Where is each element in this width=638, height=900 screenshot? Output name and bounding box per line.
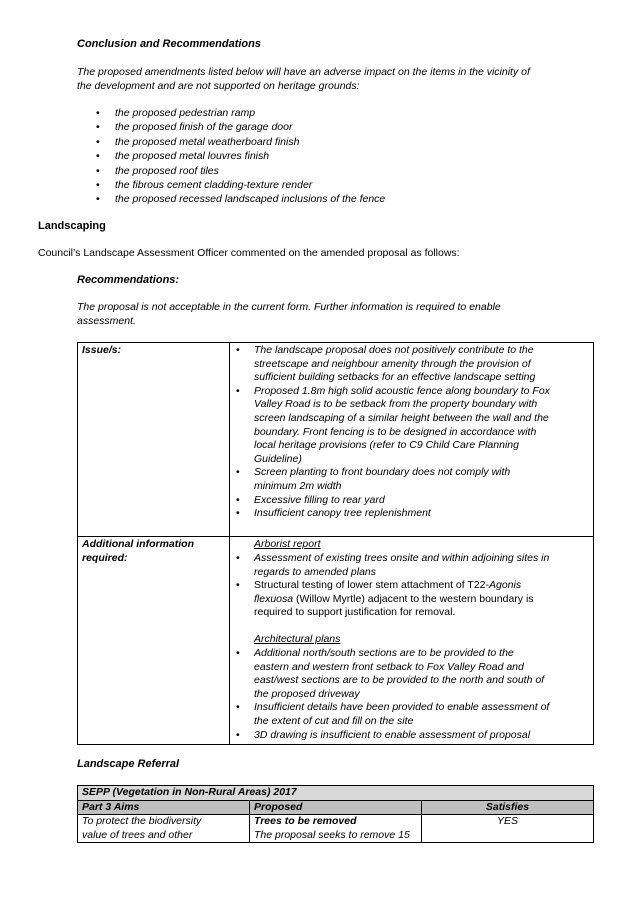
arborist-text: (Willow Myrtle) adjacent to the western boundary is — [293, 592, 534, 605]
architectural-line: the proposed driveway — [254, 687, 360, 700]
architectural-line: • Insufficient details have been provided to enable assessment of — [254, 701, 550, 714]
column-header: Part 3 Aims — [78, 800, 250, 815]
list-item — [234, 466, 589, 493]
issue-line: • The landscape proposal does not positively contribute to the — [254, 344, 534, 356]
cell-spacer — [234, 620, 589, 634]
list-item — [234, 729, 589, 743]
issue-line: screen landscaping of a similar height between the wall and the — [254, 411, 549, 424]
conclusion-heading: Conclusion and Recommendations — [77, 38, 261, 50]
species-name: flexuosa — [254, 592, 294, 605]
aim-line: value of trees and other — [82, 828, 193, 841]
architectural-list — [234, 647, 589, 742]
arborist-line — [254, 593, 589, 607]
species-name: Agonis — [489, 579, 522, 592]
table-row — [78, 800, 594, 815]
issue-line: Guideline) — [254, 452, 302, 465]
landscaping-intro: Council’s Landscape Assessment Officer commented on the amended proposal as follows: — [38, 247, 460, 259]
list-item — [234, 494, 589, 508]
recommendations-line: The proposal is not acceptable in the current form. Further information is required to enable — [77, 301, 501, 313]
list-item: • the proposed metal weatherboard finish — [77, 136, 385, 150]
issues-label-text: Issue/s: — [82, 344, 122, 356]
issue-line: • Excessive filling to rear yard — [254, 493, 385, 506]
sepp-title: SEPP (Vegetation in Non-Rural Areas) 2017 — [78, 786, 594, 801]
table-row — [78, 537, 594, 745]
list-item — [234, 507, 589, 521]
arborist-line: regards to amended plans — [254, 565, 376, 578]
issue-line: sufficient building setbacks for an effective landscape setting — [254, 371, 536, 384]
issue-line: streetscape and neighbour amenity through the provision of — [254, 357, 531, 370]
issues-list — [234, 344, 589, 521]
additional-label-line: Additional information — [82, 538, 194, 551]
architectural-line: • Additional north/south sections are to be provided to the — [254, 647, 514, 660]
sepp-table — [77, 785, 594, 843]
issue-line: local heritage provisions (refer to C9 Child Care Planning — [254, 439, 519, 452]
table-row — [78, 343, 594, 537]
architectural-line: • 3D drawing is insufficient to enable assessment of proposal — [254, 728, 531, 741]
recommendations-heading: Recommendations: — [77, 274, 180, 286]
list-item: • the proposed recessed landscaped inclusions of the fence — [77, 193, 385, 207]
issue-line: • Proposed 1.8m high solid acoustic fence along boundary to Fox — [254, 384, 550, 397]
proposed-line: The proposal seeks to remove 15 — [254, 828, 410, 841]
landscape-referral-heading: Landscape Referral — [77, 758, 180, 770]
list-item — [234, 647, 589, 701]
list-item: • the proposed finish of the garage door — [77, 121, 385, 135]
arborist-text: Structural testing of lower stem attachment of T22- — [254, 579, 489, 592]
list-item — [234, 385, 589, 467]
conclusion-intro-line: the development and are not supported on heritage grounds: — [77, 79, 360, 92]
recommendations-line: assessment. — [77, 314, 136, 327]
additional-info-cell — [230, 537, 594, 745]
recommendations-text — [77, 301, 597, 328]
issue-line: • Insufficient canopy tree replenishment — [254, 507, 431, 520]
issue-line: • Screen planting to front boundary does not comply with — [254, 466, 511, 479]
additional-info-label — [78, 537, 230, 745]
table-row — [78, 815, 594, 843]
issues-table — [77, 342, 594, 745]
proposed-cell — [250, 815, 422, 843]
list-item — [234, 579, 589, 620]
list-item — [234, 552, 589, 579]
architectural-line: eastern and western front setback to Fox Valley Road and — [254, 660, 524, 673]
list-item — [234, 344, 589, 385]
arborist-line — [254, 579, 589, 593]
architectural-line: east/west sections are to be provided to the north and south of — [254, 674, 545, 687]
issue-line: minimum 2m width — [254, 479, 342, 492]
conclusion-intro — [77, 66, 597, 93]
aim-cell — [78, 815, 250, 843]
cell-spacer — [234, 521, 589, 535]
architectural-line: the extent of cut and fill on the site — [254, 715, 414, 728]
arborist-list — [234, 552, 589, 620]
issue-line: Valley Road is to be setback from the property boundary with — [254, 398, 538, 411]
issues-cell — [230, 343, 594, 537]
arborist-line: required to support justification for removal. — [254, 606, 456, 619]
list-item: • the fibrous cement cladding-texture render — [77, 179, 385, 193]
list-item: • the proposed roof tiles — [77, 165, 385, 179]
landscaping-heading: Landscaping — [38, 220, 106, 232]
satisfies-cell: YES — [422, 815, 594, 843]
column-header: Satisfies — [422, 800, 594, 815]
list-item — [234, 701, 589, 728]
additional-label-line: required: — [82, 551, 128, 564]
arborist-line: • Assessment of existing trees onsite and within adjoining sites in — [254, 551, 550, 564]
heritage-items-list — [77, 107, 385, 208]
arborist-report-heading: Arborist report — [254, 538, 321, 551]
list-item: • the proposed metal louvres finish — [77, 150, 385, 164]
architectural-plans-heading: Architectural plans — [254, 633, 341, 646]
issues-label — [78, 343, 230, 537]
conclusion-intro-line: The proposed amendments listed below will have an adverse impact on the items in the vicinity of — [77, 66, 530, 78]
issue-line: boundary. Front fencing is to be designed in accordance with — [254, 425, 537, 438]
aim-line: To protect the biodiversity — [82, 815, 202, 828]
proposed-title: Trees to be removed — [254, 815, 357, 828]
column-header: Proposed — [250, 800, 422, 815]
list-item: • the proposed pedestrian ramp — [77, 107, 385, 121]
table-row — [78, 786, 594, 801]
